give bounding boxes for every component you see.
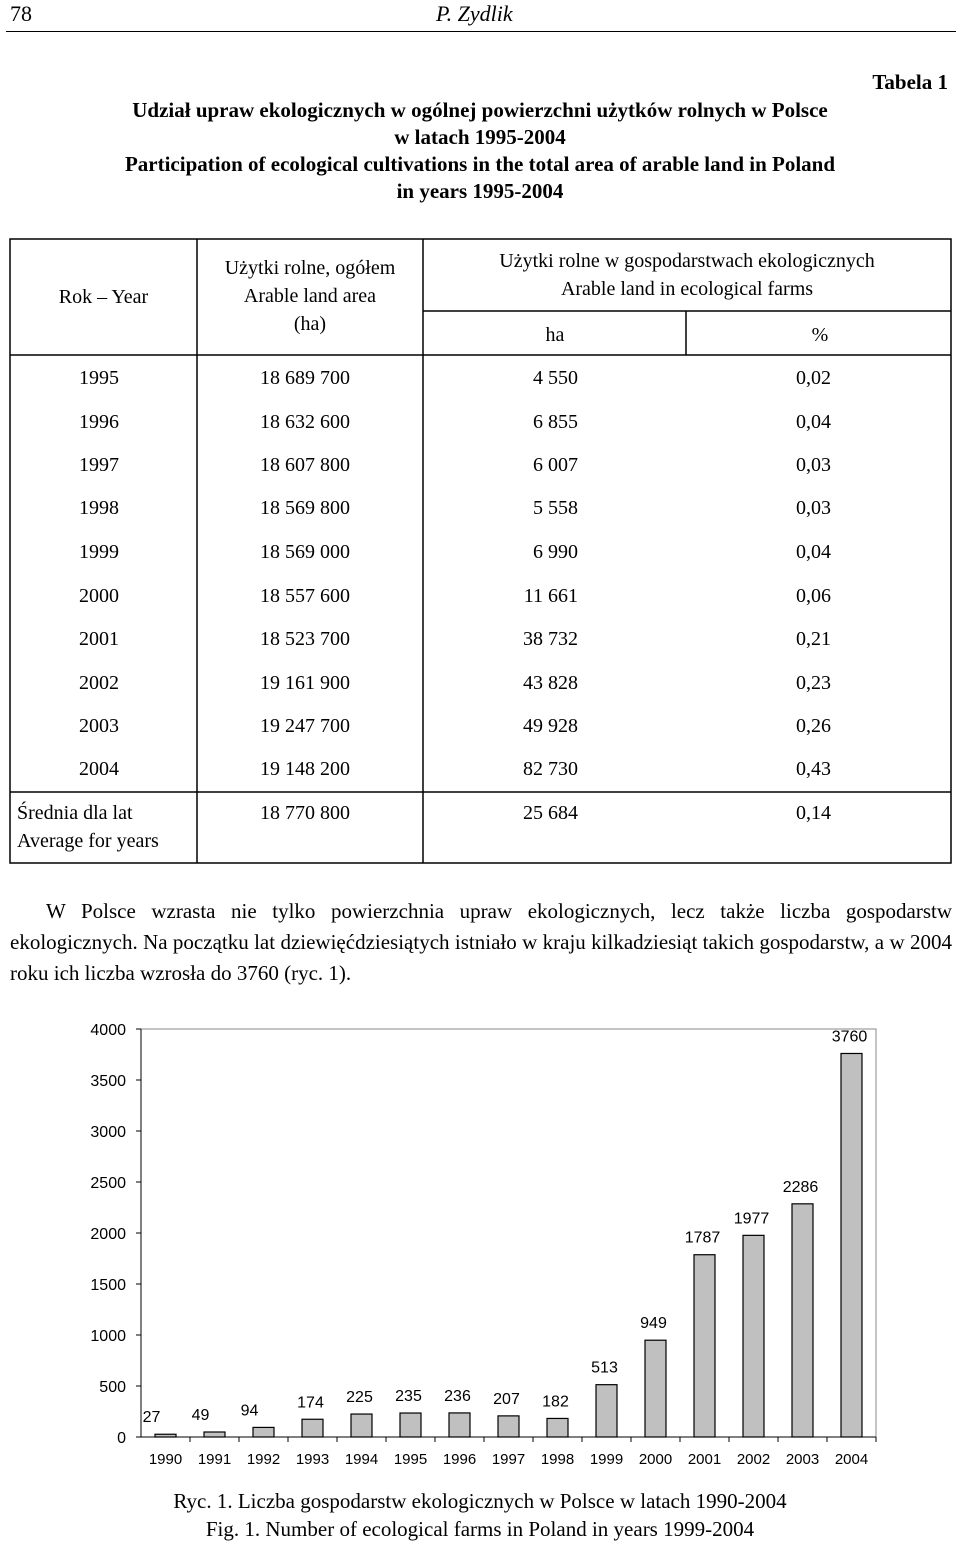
data-label: 94 [240,1402,259,1420]
cell-pct: 0,21 [796,628,831,650]
cell-total: 18 607 800 [260,454,350,476]
table-row [0,625,960,655]
cell-total: 19 148 200 [260,758,350,780]
cell-year: 1995 [79,367,119,389]
x-tick-label: 2002 [736,1451,771,1468]
cell-year: 1996 [79,411,119,433]
x-tick-label: 2003 [785,1451,820,1468]
cell-year: 1999 [79,541,119,563]
x-tick-label: 2004 [834,1451,869,1468]
cell-ha: 38 732 [523,628,578,650]
cell-year: 2004 [79,758,119,780]
cell-ha: 5 558 [533,497,578,519]
bar [596,1385,617,1437]
cell-ha: 82 730 [523,758,578,780]
bar [645,1340,666,1437]
bar [253,1427,274,1437]
cell-total: 19 247 700 [260,715,350,737]
cell-year: 2000 [79,585,119,607]
column-header-line: (ha) [293,313,327,335]
cell-year: 1997 [79,454,119,476]
cell-total: 18 689 700 [260,367,350,389]
x-tick-label: 1997 [491,1451,526,1468]
data-label: 49 [191,1407,210,1425]
y-tick-label: 0 [117,1430,126,1447]
bar [449,1413,470,1437]
cell-year: 1998 [79,497,119,519]
cell-total: 18 569 000 [260,541,350,563]
x-tick-label: 2000 [638,1451,673,1468]
cell-pct: 0,43 [796,758,831,780]
table-title-line: w latach 1995-2004 [394,125,566,149]
running-author: P. Zydlik [436,1,513,26]
data-label: 235 [395,1388,422,1406]
data-label: 27 [142,1409,161,1427]
table-title-line: Participation of ecological cultivations in the total area of arable land in Poland [124,152,836,176]
table-title-line: Udział upraw ekologicznych w ogólnej powierzchni użytków rolnych w Polsce [132,98,828,122]
column-header-total [197,254,423,338]
y-tick-label: 2500 [90,1175,126,1192]
plot-area-frame [141,1029,876,1437]
cell-ha: 6 855 [533,411,578,433]
caption-en: Fig. 1. Number of ecological farms in Poland in years 1999-2004 [205,1517,755,1541]
x-tick-label: 1994 [344,1451,379,1468]
x-tick-label: 1999 [589,1451,624,1468]
table-row [0,364,960,394]
data-label: 182 [542,1393,569,1411]
cell-pct: 0,03 [796,454,831,476]
column-header-eco [423,247,951,303]
x-tick-label: 1992 [246,1451,281,1468]
data-label: 207 [493,1390,520,1408]
y-tick-label: 1000 [90,1328,126,1345]
y-tick-label: 500 [99,1379,126,1396]
page-number: 78 [10,1,32,26]
cell-pct: 0,02 [796,367,831,389]
bar [400,1413,421,1437]
cell-total: 18 569 800 [260,497,350,519]
x-tick-label: 1995 [393,1451,428,1468]
cell-ha: 4 550 [533,367,578,389]
data-label: 174 [297,1394,324,1412]
table-row [0,538,960,568]
table-row [0,494,960,524]
table-row [0,582,960,612]
x-tick-label: 1998 [540,1451,575,1468]
y-tick-label: 3500 [90,1073,126,1090]
column-header-pct: % [811,324,829,346]
x-tick-label: 1996 [442,1451,477,1468]
data-label: 1977 [733,1210,770,1228]
bar [351,1414,372,1437]
cell-total: 18 770 800 [260,802,350,824]
body-paragraph [10,896,952,989]
column-header-line: Użytki rolne w gospodarstwach ekologicznych [499,250,875,272]
cell-pct: 0,03 [796,497,831,519]
body-paragraph-text: W Polsce wzrasta nie tylko powierzchnia upraw ekologicznych, lecz także liczba gospodarstw ekologicznych. Na początku lat dziewięćdziesiątych istniało w kraju kilkadziesiąt takich gospodarstw, a w 2004 roku ich liczba wzrosła do 3760 (ryc. 1). [10,899,952,985]
x-tick-label: 2001 [687,1451,722,1468]
cell-ha: 6 990 [533,541,578,563]
bar [547,1418,568,1437]
y-tick-label: 1500 [90,1277,126,1294]
table-row-average [0,799,960,859]
cell-year: 2002 [79,672,119,694]
bar [694,1255,715,1437]
column-header-line: Użytki rolne, ogółem [224,257,396,279]
cell-total: 18 557 600 [260,585,350,607]
x-tick-label: 1993 [295,1451,330,1468]
cell-pct: 0,23 [796,672,831,694]
cell-pct: 0,14 [796,802,831,824]
cell-average-label-en: Average for years [17,830,159,852]
cell-ha: 11 661 [523,585,578,607]
bar [743,1235,764,1437]
cell-pct: 0,26 [796,715,831,737]
bar [498,1416,519,1437]
data-label: 949 [640,1315,667,1333]
table-row [0,408,960,438]
x-tick-label: 1991 [197,1451,232,1468]
cell-ha: 49 928 [523,715,578,737]
data-label: 1787 [684,1229,721,1247]
y-tick-label: 3000 [90,1124,126,1141]
data-label: 2286 [782,1178,819,1196]
column-header-year: Rok – Year [58,286,149,308]
cell-pct: 0,04 [796,411,831,433]
cell-total: 18 632 600 [260,411,350,433]
cell-total: 18 523 700 [260,628,350,650]
cell-pct: 0,04 [796,541,831,563]
cell-year: 2003 [79,715,119,737]
table-title-line: in years 1995-2004 [396,179,564,203]
column-header-line: Arable land area [243,285,377,307]
data-label: 513 [591,1359,618,1377]
data-label: 236 [444,1387,471,1405]
data-label: 225 [346,1389,373,1407]
caption-pl: Ryc. 1. Liczba gospodarstw ekologicznych w Polsce w latach 1990-2004 [173,1489,787,1513]
bar [204,1432,225,1437]
cell-pct: 0,06 [796,585,831,607]
table-label: Tabela 1 [872,70,948,94]
table-row [0,712,960,742]
data-label: 3760 [831,1028,868,1046]
bar [841,1053,862,1437]
bar [302,1419,323,1437]
figure-caption [0,1487,960,1542]
bar [155,1434,176,1437]
column-header-ha: ha [545,324,565,346]
cell-average-label-pl: Średnia dla lat [17,802,133,824]
cell-ha: 43 828 [523,672,578,694]
cell-ha: 6 007 [533,454,578,476]
y-tick-label: 2000 [90,1226,126,1243]
table-row [0,669,960,699]
column-header-line: Arable land in ecological farms [560,278,814,300]
x-tick-label: 1990 [148,1451,183,1468]
farms-bar-chart [0,1012,960,1487]
table-row [0,755,960,785]
table-row [0,451,960,481]
cell-year: 2001 [79,628,119,650]
cell-ha: 25 684 [523,802,578,824]
y-tick-label: 4000 [90,1022,126,1039]
bar [792,1204,813,1437]
cell-total: 19 161 900 [260,672,350,694]
